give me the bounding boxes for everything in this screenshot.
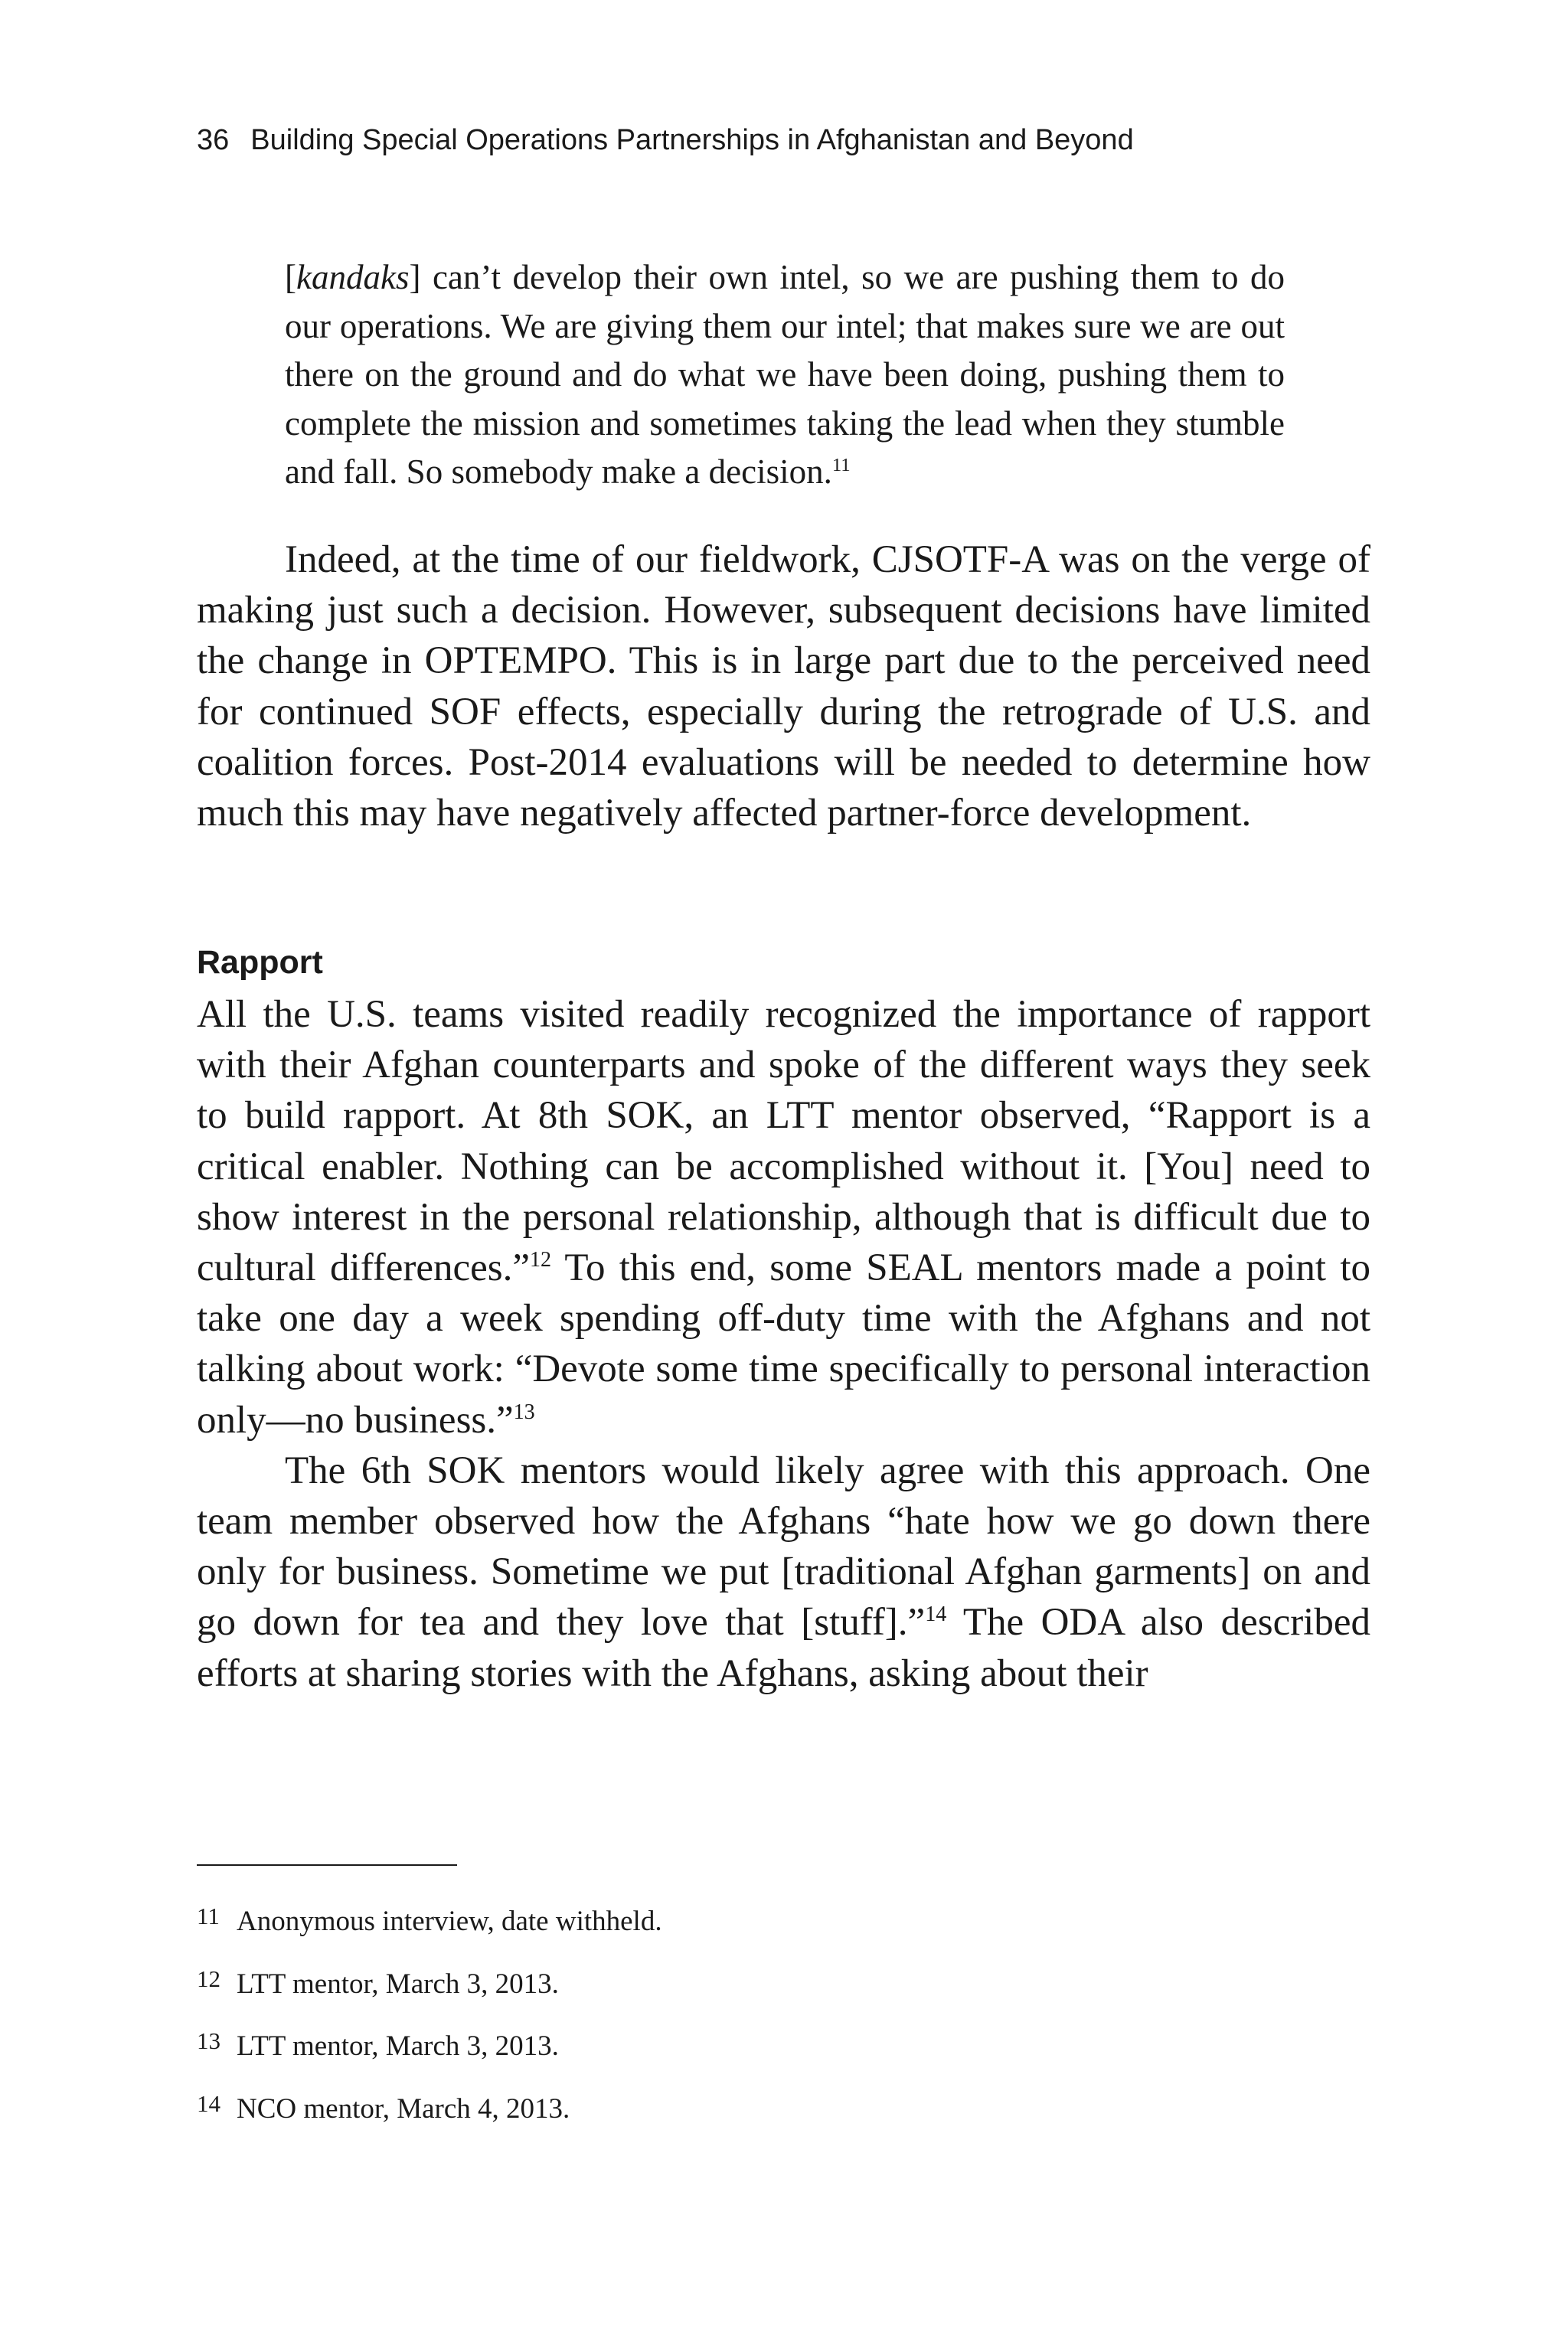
footnote-ref-14[interactable]: 14 xyxy=(925,1602,947,1627)
footnote-ref-12[interactable]: 12 xyxy=(530,1248,552,1272)
rapport-p2-text-a: The 6th SOK mentors would likely agree with this approach. One team member observed how the Afghans “hate how we go down there only for business. Sometime we put [traditional Afghan garments] on and go down for tea and they love that [stuff].” xyxy=(197,1449,1370,1645)
block-quote-text: ] can’t develop their own intel, so we are pushing them to do our operations. We are giving them our intel; that makes sure we are out there on the ground and do what we have been doing, pushing them to complete the mission and sometimes taking the lead when they stumble and fall. So somebody make a decision. xyxy=(285,258,1285,492)
rapport-section-body xyxy=(197,989,1370,1699)
rapport-p1-text-a: All the U.S. teams visited readily recognized the importance of rapport with their Afghan counterparts and spoke of the different ways they seek to build rapport. At 8th SOK, an LTT mentor observed, “Rapport is a critical enabler. Nothing can be accomplished without it. [You] need to show interest in the personal relationship, although that is difficult due to cultural differences.” xyxy=(197,993,1370,1290)
body-paragraph xyxy=(197,534,1370,838)
footnote-ref-11[interactable]: 11 xyxy=(831,455,851,476)
footnote xyxy=(197,2076,1370,2138)
footnote-number: 14 xyxy=(197,2089,220,2117)
footnote-number: 11 xyxy=(197,1903,220,1929)
page-number: 36 xyxy=(197,124,230,156)
rapport-p2-text-b: The ODA also described efforts at sharing stories with the Afghans, asking about their xyxy=(197,1601,1370,1695)
footnote xyxy=(197,2013,1370,2076)
footnote-divider xyxy=(197,1864,457,1866)
footnote-text: LTT mentor, March 3, 2013. xyxy=(237,1968,559,2000)
footnote-ref-13[interactable]: 13 xyxy=(513,1400,535,1424)
footnote-number: 12 xyxy=(197,1965,220,1992)
rapport-paragraph-2 xyxy=(197,1446,1370,1699)
footnote-text: LTT mentor, March 3, 2013. xyxy=(237,2030,559,2062)
footnote-text: NCO mentor, March 4, 2013. xyxy=(237,2092,570,2125)
footnote-number: 13 xyxy=(197,2027,220,2054)
block-quote: [kandaks] can’t develop their own intel, so we are pushing them to do our operations. We are giving them our intel; that makes sure we are out there on the ground and do what we have been doing, pushing them to complete the mission and sometimes taking the lead when they stumble and fall. So somebody make a decision.$^{11}$ xyxy=(285,258,1285,492)
paragraph-text: Indeed, at the time of our fieldwork, CJSOTF-A was on the verge of making just such a decision. However, subsequent decisions have limited the change in OPTEMPO. This is in large part due to the perceived need for continued SOF effects, especially during the retrograde of U.S. and coalition forces. Post-2014 evaluations will be needed to determine how much this may have negatively affected partner-force development. xyxy=(197,538,1370,835)
rapport-paragraph-1 xyxy=(197,989,1370,1446)
footnote-text: Anonymous interview, date withheld. xyxy=(237,1906,662,1937)
section-heading: Rapport xyxy=(197,944,323,981)
running-head xyxy=(197,122,1134,158)
footnote xyxy=(197,1888,1370,1951)
footnotes xyxy=(197,1888,1370,2138)
block-quote-term: kandaks xyxy=(296,258,410,296)
running-title: Building Special Operations Partnerships in Afghanistan and Beyond xyxy=(250,124,1134,156)
rapport-p1-text-b: To this end, some SEAL mentors made a point to take one day a week spending off-duty time with the Afghans and not talking about work: “Devote some time specifically to personal interaction only—no business.” xyxy=(197,1246,1370,1442)
footnote xyxy=(197,1951,1370,2014)
